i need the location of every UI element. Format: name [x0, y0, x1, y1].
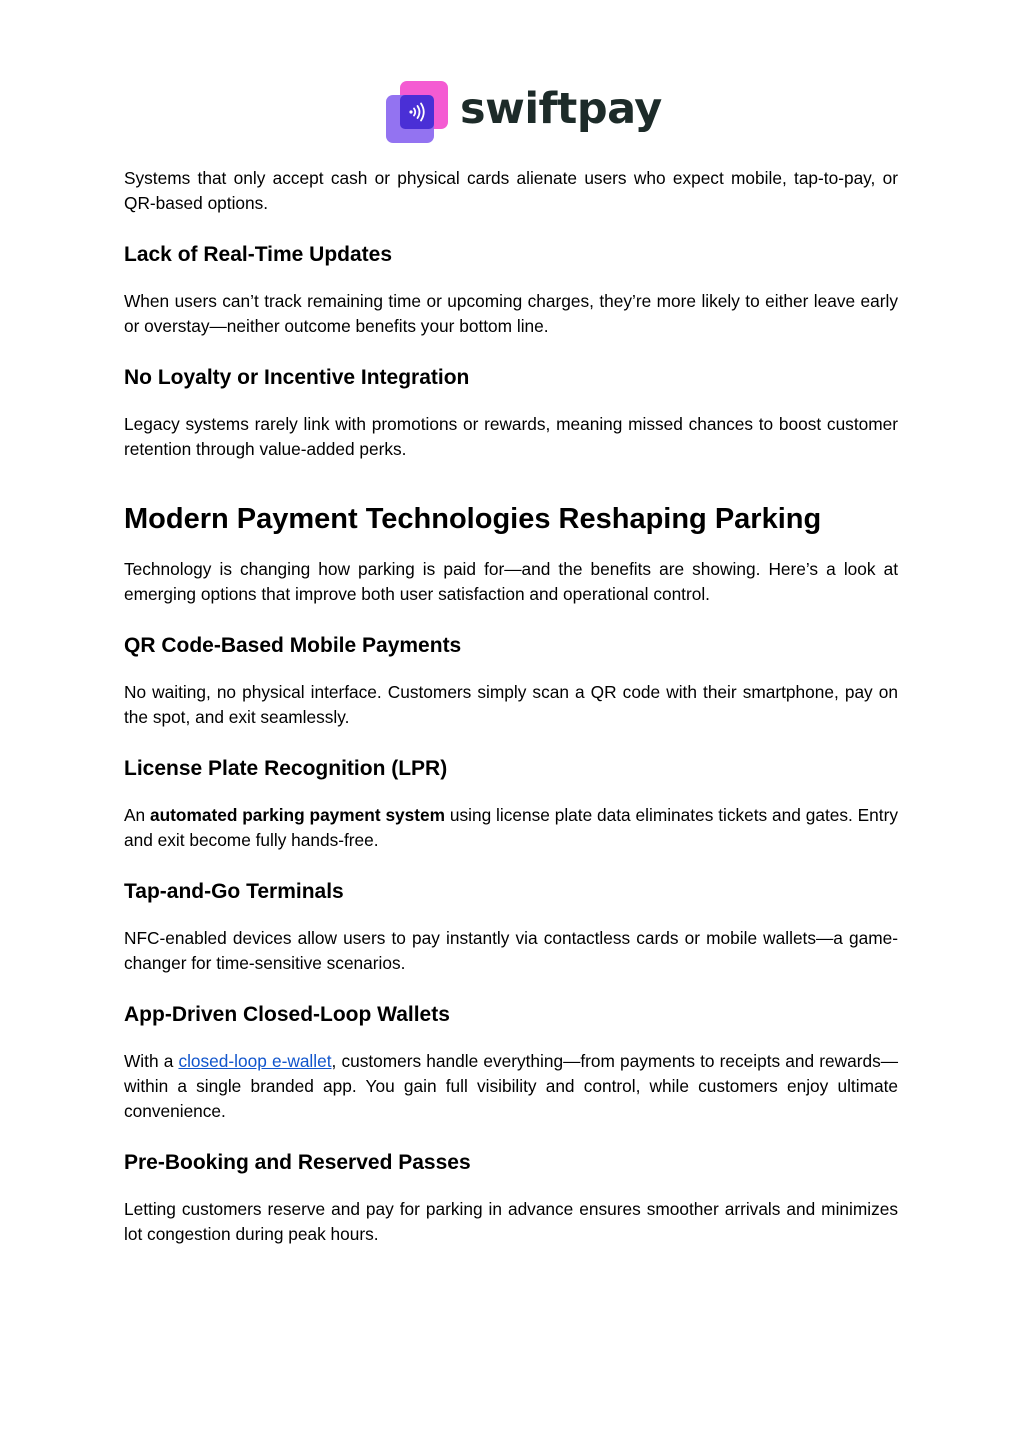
swiftpay-logo-mark [386, 81, 448, 143]
heading-lpr: License Plate Recognition (LPR) [124, 757, 448, 780]
document-body [124, 166, 898, 1247]
paragraph-real-time-updates: When users can’t track remaining time or upcoming charges, they’re more likely to either leave early or overstay—neither outcome benefits your bottom line. [124, 291, 898, 336]
heading-qr-payments: QR Code-Based Mobile Payments [124, 634, 462, 657]
wallet-text-suffix: , customers handle everything—from payments to receipts and rewards—within a single branded app. You gain full visibility and control, while customers enjoy ultimate convenience. [124, 1051, 899, 1121]
paragraph-pre-booking: Letting customers reserve and pay for parking in advance ensures smoother arrivals and minimizes lot congestion during peak hours. [124, 1199, 898, 1244]
paragraph-tap-and-go: NFC-enabled devices allow users to pay instantly via contactless cards or mobile wallets—a game-changer for time-sensitive scenarios. [124, 928, 898, 973]
intro-paragraph: Systems that only accept cash or physical cards alienate users who expect mobile, tap-to-pay, or QR-based options. [124, 168, 898, 213]
heading-tap-and-go: Tap-and-Go Terminals [124, 880, 344, 903]
heading-loyalty-integration: No Loyalty or Incentive Integration [124, 366, 470, 389]
main-heading: Modern Payment Technologies Reshaping Parking [124, 503, 822, 535]
wallet-text-prefix: With a [124, 1051, 179, 1071]
lpr-bold-phrase: automated parking payment system [150, 805, 446, 825]
closed-loop-e-wallet-link[interactable]: closed-loop e-wallet [178, 1051, 332, 1071]
paragraph-lpr [124, 803, 898, 853]
swiftpay-logo [386, 80, 662, 144]
paragraph-closed-loop-wallets [124, 1049, 898, 1124]
heading-real-time-updates: Lack of Real-Time Updates [124, 243, 393, 266]
main-intro-paragraph: Technology is changing how parking is paid for—and the benefits are showing. Here’s a look at emerging options that improve both user satisfaction and operational control. [124, 559, 898, 604]
lpr-text-suffix: using license plate data eliminates tickets and gates. Entry and exit become fully hands-free. [124, 805, 898, 850]
lpr-text-prefix: An [124, 805, 150, 825]
heading-closed-loop-wallets: App-Driven Closed-Loop Wallets [124, 1003, 450, 1026]
heading-pre-booking: Pre-Booking and Reserved Passes [124, 1151, 471, 1174]
paragraph-qr-payments: No waiting, no physical interface. Customers simply scan a QR code with their smartphone, pay on the spot, and exit seamlessly. [124, 682, 898, 727]
contactless-waves-icon [402, 97, 432, 127]
brand-name: swiftpay [460, 83, 662, 134]
paragraph-loyalty-integration: Legacy systems rarely link with promotions or rewards, meaning missed chances to boost customer retention through value-added perks. [124, 414, 898, 459]
